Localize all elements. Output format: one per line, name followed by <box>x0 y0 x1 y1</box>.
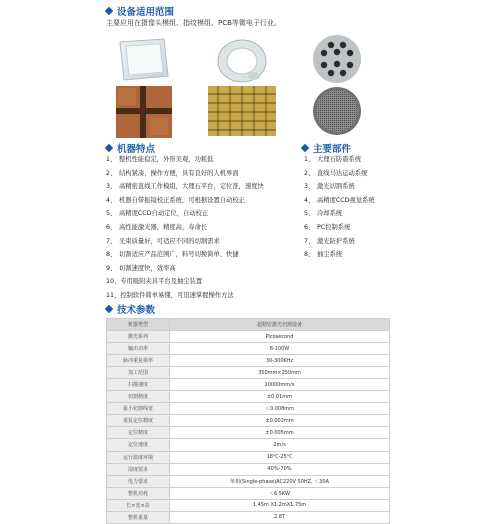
specs-heading <box>106 302 155 316</box>
spec-value: 8-100W <box>170 343 390 355</box>
specs-table <box>106 318 390 524</box>
spec-value: 18℃-25℃ <box>170 451 390 463</box>
list-item: 5、 高精度CCD自动定位，自动校正 <box>106 210 209 218</box>
table-row <box>107 487 390 499</box>
list-item: 2、 结构紧凑，操作方便，具有良好的人机界面 <box>106 169 239 177</box>
spec-key: 运行温度环境 <box>107 451 170 463</box>
spec-value: ＜6.5KW <box>170 487 390 499</box>
table-row <box>107 403 390 415</box>
components-list <box>304 153 375 262</box>
camera-module-glass-image <box>114 36 172 84</box>
applications-title: 设备适用范围 <box>117 7 175 18</box>
spec-key: 整机重量 <box>107 511 170 523</box>
spec-value: 30-300KHz <box>170 355 390 367</box>
components-title: 主要部件 <box>313 144 352 155</box>
pcb-copper-cut-image <box>116 86 172 138</box>
list-item: 9、 切割速度快，效率高 <box>106 264 176 272</box>
list-item: 7、 激光防护系统 <box>304 237 355 245</box>
list-item: 4、 高精度CCD视觉系统 <box>304 196 375 204</box>
spec-key: 电力要求 <box>107 475 170 487</box>
spec-key: 湿度要求 <box>107 463 170 475</box>
spec-key: 脉冲重复频率 <box>107 355 170 367</box>
spec-key: 加工范围 <box>107 367 170 379</box>
spec-value: 2.8T <box>170 511 390 523</box>
table-row <box>107 451 390 463</box>
table-row <box>107 415 390 427</box>
spec-value: ＜0.008mm <box>170 403 390 415</box>
spec-value: 10000mm/s <box>170 379 390 391</box>
features-title: 机器特点 <box>117 144 156 155</box>
spec-key: 整机功耗 <box>107 487 170 499</box>
diamond-bullet-icon <box>105 305 113 313</box>
table-row <box>107 355 390 367</box>
spec-value: 单相(Single-phase)AC220V 50HZ, ＜30A <box>170 475 390 487</box>
table-row <box>107 343 390 355</box>
list-item: 10、专用吸附夹具平台及抽尘装置 <box>106 278 203 286</box>
list-item: 6、 高性能激光器，精度高，寿命长 <box>106 223 208 231</box>
list-item: 8、 抽尘系统 <box>304 251 343 259</box>
spec-key: 定位速度 <box>107 439 170 451</box>
grid-cut-sheet-image <box>208 86 276 136</box>
spec-value: ±0.005mm <box>170 427 390 439</box>
mesh-disc-image <box>312 86 362 136</box>
list-item: 3、 高精密直线工作模组，大理石平台，定位准，速度快 <box>106 183 264 191</box>
spec-key: 定位精度 <box>107 427 170 439</box>
list-item: 1、 大理石防震系统 <box>304 156 362 163</box>
spec-key: 重复定位精度 <box>107 415 170 427</box>
table-row <box>107 379 390 391</box>
table-row <box>107 427 390 439</box>
list-item: 7、 光束质量好，可适应不同的切割需求 <box>106 237 220 245</box>
list-item: 2、 直线马达运动系统 <box>304 169 368 177</box>
spec-key: 输出功率 <box>107 343 170 355</box>
table-row <box>107 319 390 331</box>
specs-title: 技术参数 <box>117 305 156 316</box>
perforated-disc-image <box>312 34 362 84</box>
spec-value: 40%-70% <box>170 463 390 475</box>
table-row <box>107 331 390 343</box>
diamond-bullet-icon <box>105 144 113 152</box>
list-item: 3、 激光切割系统 <box>304 183 355 191</box>
spec-key: 扫描速度 <box>107 379 170 391</box>
diamond-bullet-icon <box>301 144 309 152</box>
spec-value: 2m/s <box>170 439 390 451</box>
table-row <box>107 511 390 523</box>
spec-value: 350mm×250mm <box>170 367 390 379</box>
list-item: 5、 冷却系统 <box>304 210 343 218</box>
spec-key: 机器类型 <box>107 319 170 331</box>
table-row <box>107 463 390 475</box>
spec-value: Picosecond <box>170 331 390 343</box>
list-item: 8、 切割适应产品范围广，料号切换简单、快捷 <box>106 251 239 259</box>
table-row <box>107 367 390 379</box>
spec-value: ±0.002mm <box>170 415 390 427</box>
spec-value: ±0.01mm <box>170 391 390 403</box>
diamond-bullet-icon <box>105 7 113 15</box>
spec-key: 切割精度 <box>107 391 170 403</box>
applications-description: 主要应用在摄像头模组、指纹模组、PCB等微电子行业。 <box>106 19 281 27</box>
table-row <box>107 391 390 403</box>
spec-key: 长×宽×高 <box>107 499 170 511</box>
list-item: 1、 整机性能稳定，外形美观，功耗低 <box>106 156 214 163</box>
list-item: 6、 PC控制系统 <box>304 223 351 231</box>
spec-key: 激光系列 <box>107 331 170 343</box>
applications-heading <box>106 4 174 18</box>
list-item: 4、 机器自带振镜校正系统，可根据设置自动校正 <box>106 196 245 204</box>
fingerprint-ring-image <box>214 36 270 86</box>
spec-key: 最小切割线宽 <box>107 403 170 415</box>
table-row <box>107 499 390 511</box>
table-row <box>107 475 390 487</box>
spec-value: 超精密激光切割设备 <box>170 319 390 331</box>
spec-value: 1.45m X1.2mX1.75m <box>170 499 390 511</box>
table-row <box>107 439 390 451</box>
list-item: 11、控制软件简单易懂，可迅速掌握操作方法 <box>106 291 234 299</box>
features-list <box>106 153 264 303</box>
